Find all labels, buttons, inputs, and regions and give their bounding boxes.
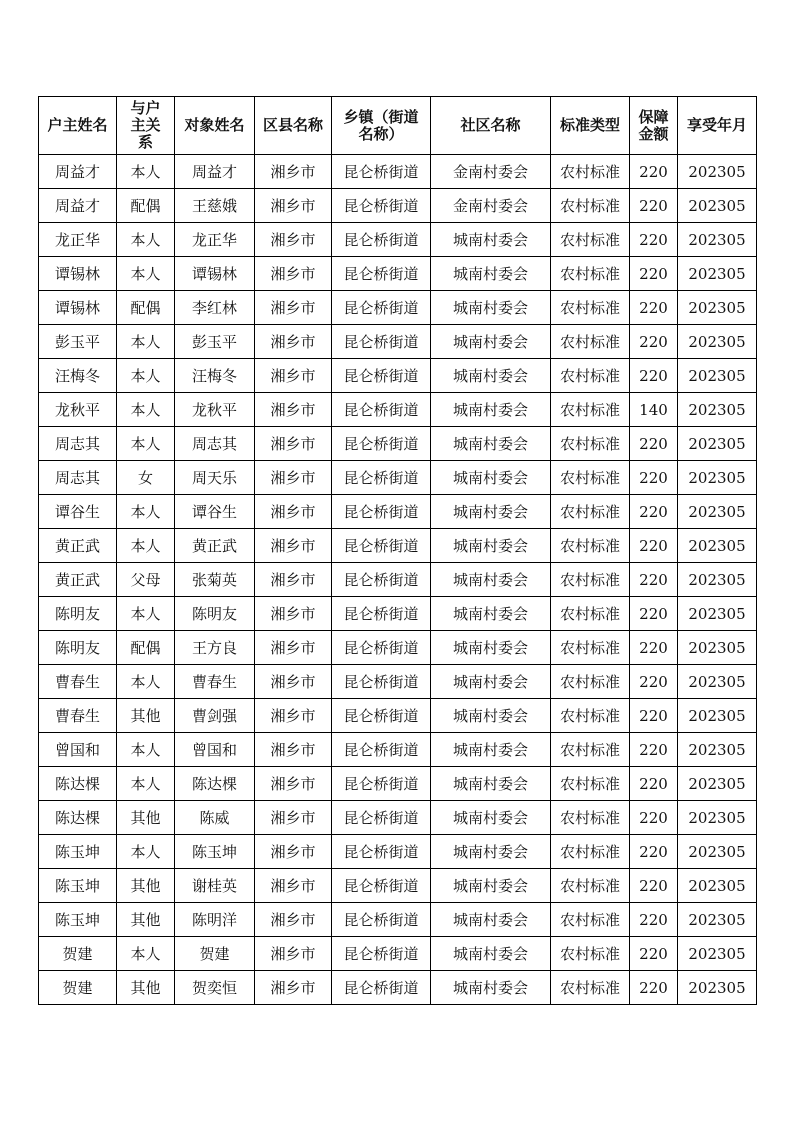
table-row: [39, 665, 757, 699]
cell-relation: 本人: [117, 937, 175, 971]
cell-recipient-name: 龙秋平: [175, 393, 255, 427]
allowance-table: [38, 96, 757, 1005]
cell-relation: 本人: [117, 495, 175, 529]
cell-standard-type: 农村标准: [551, 495, 630, 529]
cell-recipient-name: 彭玉平: [175, 325, 255, 359]
cell-recipient-name: 汪梅冬: [175, 359, 255, 393]
cell-household-head: 周益才: [39, 189, 117, 223]
header-relation-label: 与户主关系: [130, 99, 161, 151]
header-relation: [117, 97, 175, 155]
cell-township: 昆仑桥街道: [332, 257, 431, 291]
cell-standard-type: 农村标准: [551, 903, 630, 937]
cell-relation: 配偶: [117, 291, 175, 325]
cell-relation: 配偶: [117, 189, 175, 223]
cell-standard-type: 农村标准: [551, 155, 630, 189]
cell-county: 湘乡市: [255, 563, 332, 597]
cell-community: 城南村委会: [431, 699, 551, 733]
cell-recipient-name: 张菊英: [175, 563, 255, 597]
table-row: [39, 733, 757, 767]
cell-standard-type: 农村标准: [551, 937, 630, 971]
cell-township: 昆仑桥街道: [332, 291, 431, 325]
header-household-head: 户主姓名: [39, 97, 117, 155]
cell-township: 昆仑桥街道: [332, 495, 431, 529]
table-row: [39, 903, 757, 937]
table-row: [39, 325, 757, 359]
cell-community: 城南村委会: [431, 631, 551, 665]
cell-community: 城南村委会: [431, 257, 551, 291]
cell-standard-type: 农村标准: [551, 325, 630, 359]
table-row: [39, 529, 757, 563]
cell-county: 湘乡市: [255, 869, 332, 903]
cell-recipient-name: 王方良: [175, 631, 255, 665]
cell-relation: 本人: [117, 767, 175, 801]
cell-county: 湘乡市: [255, 257, 332, 291]
cell-period: 202305: [678, 223, 757, 257]
cell-standard-type: 农村标准: [551, 359, 630, 393]
cell-community: 城南村委会: [431, 495, 551, 529]
cell-recipient-name: 黄正武: [175, 529, 255, 563]
header-community: 社区名称: [431, 97, 551, 155]
cell-relation: 本人: [117, 665, 175, 699]
table-row: [39, 427, 757, 461]
cell-recipient-name: 曹春生: [175, 665, 255, 699]
cell-county: 湘乡市: [255, 937, 332, 971]
header-township: [332, 97, 431, 155]
cell-period: 202305: [678, 529, 757, 563]
table-row: [39, 223, 757, 257]
cell-period: 202305: [678, 495, 757, 529]
cell-relation: 本人: [117, 835, 175, 869]
table-row: [39, 563, 757, 597]
table-row: [39, 597, 757, 631]
cell-period: 202305: [678, 665, 757, 699]
cell-period: 202305: [678, 325, 757, 359]
cell-county: 湘乡市: [255, 631, 332, 665]
cell-standard-type: 农村标准: [551, 801, 630, 835]
table-row: [39, 461, 757, 495]
cell-household-head: 陈明友: [39, 631, 117, 665]
cell-household-head: 彭玉平: [39, 325, 117, 359]
cell-amount: 220: [630, 767, 678, 801]
cell-standard-type: 农村标准: [551, 427, 630, 461]
cell-county: 湘乡市: [255, 733, 332, 767]
cell-amount: 220: [630, 461, 678, 495]
cell-standard-type: 农村标准: [551, 665, 630, 699]
cell-household-head: 曹春生: [39, 699, 117, 733]
header-standard-type: 标准类型: [551, 97, 630, 155]
cell-county: 湘乡市: [255, 767, 332, 801]
cell-county: 湘乡市: [255, 291, 332, 325]
cell-household-head: 黄正武: [39, 563, 117, 597]
cell-standard-type: 农村标准: [551, 257, 630, 291]
table-body: [39, 155, 757, 1005]
cell-relation: 其他: [117, 971, 175, 1005]
cell-township: 昆仑桥街道: [332, 937, 431, 971]
table-row: [39, 257, 757, 291]
cell-standard-type: 农村标准: [551, 529, 630, 563]
cell-amount: 220: [630, 325, 678, 359]
cell-standard-type: 农村标准: [551, 393, 630, 427]
cell-community: 城南村委会: [431, 461, 551, 495]
cell-relation: 本人: [117, 529, 175, 563]
cell-household-head: 周志其: [39, 461, 117, 495]
cell-household-head: 周志其: [39, 427, 117, 461]
cell-recipient-name: 周志其: [175, 427, 255, 461]
cell-household-head: 周益才: [39, 155, 117, 189]
cell-household-head: 陈达棵: [39, 801, 117, 835]
cell-county: 湘乡市: [255, 971, 332, 1005]
cell-county: 湘乡市: [255, 835, 332, 869]
cell-recipient-name: 贺奕恒: [175, 971, 255, 1005]
cell-relation: 本人: [117, 427, 175, 461]
cell-household-head: 贺建: [39, 937, 117, 971]
cell-township: 昆仑桥街道: [332, 665, 431, 699]
cell-relation: 本人: [117, 733, 175, 767]
cell-recipient-name: 谭锡林: [175, 257, 255, 291]
cell-household-head: 汪梅冬: [39, 359, 117, 393]
cell-county: 湘乡市: [255, 903, 332, 937]
cell-community: 城南村委会: [431, 835, 551, 869]
cell-period: 202305: [678, 427, 757, 461]
cell-amount: 220: [630, 155, 678, 189]
cell-community: 城南村委会: [431, 359, 551, 393]
cell-standard-type: 农村标准: [551, 971, 630, 1005]
cell-community: 城南村委会: [431, 903, 551, 937]
cell-township: 昆仑桥街道: [332, 325, 431, 359]
cell-period: 202305: [678, 971, 757, 1005]
cell-period: 202305: [678, 869, 757, 903]
table-row: [39, 189, 757, 223]
cell-standard-type: 农村标准: [551, 461, 630, 495]
cell-period: 202305: [678, 291, 757, 325]
cell-amount: 220: [630, 359, 678, 393]
cell-amount: 140: [630, 393, 678, 427]
cell-township: 昆仑桥街道: [332, 903, 431, 937]
cell-relation: 其他: [117, 801, 175, 835]
cell-recipient-name: 陈威: [175, 801, 255, 835]
cell-standard-type: 农村标准: [551, 631, 630, 665]
cell-township: 昆仑桥街道: [332, 801, 431, 835]
cell-township: 昆仑桥街道: [332, 733, 431, 767]
cell-community: 城南村委会: [431, 529, 551, 563]
cell-recipient-name: 周天乐: [175, 461, 255, 495]
cell-community: 城南村委会: [431, 937, 551, 971]
cell-township: 昆仑桥街道: [332, 597, 431, 631]
cell-relation: 本人: [117, 325, 175, 359]
header-amount-label: 保障金额: [638, 107, 669, 143]
cell-county: 湘乡市: [255, 325, 332, 359]
cell-period: 202305: [678, 461, 757, 495]
header-row: [39, 97, 757, 155]
cell-relation: 本人: [117, 223, 175, 257]
cell-amount: 220: [630, 291, 678, 325]
table-header: [39, 97, 757, 155]
cell-township: 昆仑桥街道: [332, 631, 431, 665]
cell-relation: 配偶: [117, 631, 175, 665]
cell-amount: 220: [630, 189, 678, 223]
cell-relation: 父母: [117, 563, 175, 597]
cell-county: 湘乡市: [255, 699, 332, 733]
header-period: 享受年月: [678, 97, 757, 155]
cell-relation: 本人: [117, 155, 175, 189]
cell-community: 金南村委会: [431, 155, 551, 189]
cell-household-head: 龙正华: [39, 223, 117, 257]
cell-county: 湘乡市: [255, 393, 332, 427]
cell-community: 城南村委会: [431, 869, 551, 903]
cell-township: 昆仑桥街道: [332, 189, 431, 223]
cell-period: 202305: [678, 393, 757, 427]
cell-standard-type: 农村标准: [551, 835, 630, 869]
cell-amount: 220: [630, 495, 678, 529]
cell-recipient-name: 贺建: [175, 937, 255, 971]
cell-standard-type: 农村标准: [551, 767, 630, 801]
cell-household-head: 曾国和: [39, 733, 117, 767]
cell-period: 202305: [678, 155, 757, 189]
cell-recipient-name: 龙正华: [175, 223, 255, 257]
table-row: [39, 869, 757, 903]
cell-recipient-name: 王慈娥: [175, 189, 255, 223]
cell-standard-type: 农村标准: [551, 869, 630, 903]
cell-household-head: 谭锡林: [39, 257, 117, 291]
cell-township: 昆仑桥街道: [332, 767, 431, 801]
cell-recipient-name: 曾国和: [175, 733, 255, 767]
cell-relation: 其他: [117, 699, 175, 733]
cell-amount: 220: [630, 631, 678, 665]
table-row: [39, 767, 757, 801]
cell-county: 湘乡市: [255, 427, 332, 461]
cell-recipient-name: 李红林: [175, 291, 255, 325]
cell-relation: 女: [117, 461, 175, 495]
cell-county: 湘乡市: [255, 495, 332, 529]
cell-period: 202305: [678, 835, 757, 869]
cell-standard-type: 农村标准: [551, 733, 630, 767]
cell-amount: 220: [630, 427, 678, 461]
cell-recipient-name: 谢桂英: [175, 869, 255, 903]
cell-amount: 220: [630, 597, 678, 631]
table-row: [39, 699, 757, 733]
cell-period: 202305: [678, 257, 757, 291]
cell-county: 湘乡市: [255, 359, 332, 393]
cell-township: 昆仑桥街道: [332, 461, 431, 495]
cell-amount: 220: [630, 223, 678, 257]
cell-household-head: 黄正武: [39, 529, 117, 563]
cell-community: 城南村委会: [431, 393, 551, 427]
cell-period: 202305: [678, 903, 757, 937]
cell-county: 湘乡市: [255, 529, 332, 563]
cell-amount: 220: [630, 257, 678, 291]
header-township-label: 乡镇（街道名称）: [343, 107, 419, 143]
cell-township: 昆仑桥街道: [332, 359, 431, 393]
cell-amount: 220: [630, 903, 678, 937]
cell-amount: 220: [630, 937, 678, 971]
cell-amount: 220: [630, 665, 678, 699]
cell-relation: 本人: [117, 257, 175, 291]
cell-township: 昆仑桥街道: [332, 223, 431, 257]
cell-county: 湘乡市: [255, 665, 332, 699]
cell-community: 城南村委会: [431, 427, 551, 461]
cell-period: 202305: [678, 699, 757, 733]
cell-relation: 其他: [117, 869, 175, 903]
cell-community: 城南村委会: [431, 291, 551, 325]
cell-community: 城南村委会: [431, 971, 551, 1005]
cell-household-head: 龙秋平: [39, 393, 117, 427]
table-row: [39, 835, 757, 869]
cell-relation: 其他: [117, 903, 175, 937]
table-row: [39, 971, 757, 1005]
cell-period: 202305: [678, 359, 757, 393]
cell-county: 湘乡市: [255, 189, 332, 223]
cell-standard-type: 农村标准: [551, 699, 630, 733]
cell-standard-type: 农村标准: [551, 189, 630, 223]
cell-period: 202305: [678, 937, 757, 971]
cell-period: 202305: [678, 189, 757, 223]
cell-township: 昆仑桥街道: [332, 427, 431, 461]
cell-period: 202305: [678, 563, 757, 597]
cell-amount: 220: [630, 971, 678, 1005]
cell-county: 湘乡市: [255, 461, 332, 495]
cell-county: 湘乡市: [255, 223, 332, 257]
cell-community: 城南村委会: [431, 563, 551, 597]
cell-amount: 220: [630, 733, 678, 767]
cell-relation: 本人: [117, 597, 175, 631]
table-row: [39, 631, 757, 665]
cell-standard-type: 农村标准: [551, 291, 630, 325]
cell-recipient-name: 陈达棵: [175, 767, 255, 801]
cell-standard-type: 农村标准: [551, 223, 630, 257]
cell-household-head: 陈玉坤: [39, 835, 117, 869]
cell-recipient-name: 陈明洋: [175, 903, 255, 937]
cell-county: 湘乡市: [255, 597, 332, 631]
cell-period: 202305: [678, 801, 757, 835]
cell-amount: 220: [630, 869, 678, 903]
table-row: [39, 291, 757, 325]
cell-period: 202305: [678, 631, 757, 665]
cell-township: 昆仑桥街道: [332, 835, 431, 869]
table-row: [39, 359, 757, 393]
cell-community: 城南村委会: [431, 325, 551, 359]
cell-period: 202305: [678, 767, 757, 801]
cell-community: 城南村委会: [431, 801, 551, 835]
cell-community: 城南村委会: [431, 597, 551, 631]
cell-township: 昆仑桥街道: [332, 529, 431, 563]
cell-household-head: 陈达棵: [39, 767, 117, 801]
cell-county: 湘乡市: [255, 801, 332, 835]
header-recipient-name: 对象姓名: [175, 97, 255, 155]
cell-township: 昆仑桥街道: [332, 699, 431, 733]
cell-household-head: 陈玉坤: [39, 869, 117, 903]
cell-household-head: 谭锡林: [39, 291, 117, 325]
table-row: [39, 393, 757, 427]
cell-amount: 220: [630, 529, 678, 563]
header-county: 区县名称: [255, 97, 332, 155]
cell-recipient-name: 周益才: [175, 155, 255, 189]
cell-community: 城南村委会: [431, 733, 551, 767]
header-amount: [630, 97, 678, 155]
cell-household-head: 曹春生: [39, 665, 117, 699]
cell-amount: 220: [630, 699, 678, 733]
cell-community: 金南村委会: [431, 189, 551, 223]
cell-relation: 本人: [117, 359, 175, 393]
cell-household-head: 谭谷生: [39, 495, 117, 529]
cell-township: 昆仑桥街道: [332, 393, 431, 427]
cell-period: 202305: [678, 597, 757, 631]
cell-community: 城南村委会: [431, 223, 551, 257]
cell-amount: 220: [630, 563, 678, 597]
cell-county: 湘乡市: [255, 155, 332, 189]
cell-recipient-name: 陈玉坤: [175, 835, 255, 869]
cell-period: 202305: [678, 733, 757, 767]
cell-community: 城南村委会: [431, 767, 551, 801]
cell-township: 昆仑桥街道: [332, 971, 431, 1005]
table-row: [39, 801, 757, 835]
cell-relation: 本人: [117, 393, 175, 427]
cell-recipient-name: 曹剑强: [175, 699, 255, 733]
cell-standard-type: 农村标准: [551, 597, 630, 631]
cell-recipient-name: 谭谷生: [175, 495, 255, 529]
table-row: [39, 937, 757, 971]
cell-recipient-name: 陈明友: [175, 597, 255, 631]
cell-amount: 220: [630, 835, 678, 869]
cell-household-head: 贺建: [39, 971, 117, 1005]
cell-standard-type: 农村标准: [551, 563, 630, 597]
cell-township: 昆仑桥街道: [332, 563, 431, 597]
cell-household-head: 陈明友: [39, 597, 117, 631]
cell-township: 昆仑桥街道: [332, 155, 431, 189]
cell-community: 城南村委会: [431, 665, 551, 699]
cell-amount: 220: [630, 801, 678, 835]
table-row: [39, 155, 757, 189]
cell-township: 昆仑桥街道: [332, 869, 431, 903]
table-row: [39, 495, 757, 529]
cell-household-head: 陈玉坤: [39, 903, 117, 937]
